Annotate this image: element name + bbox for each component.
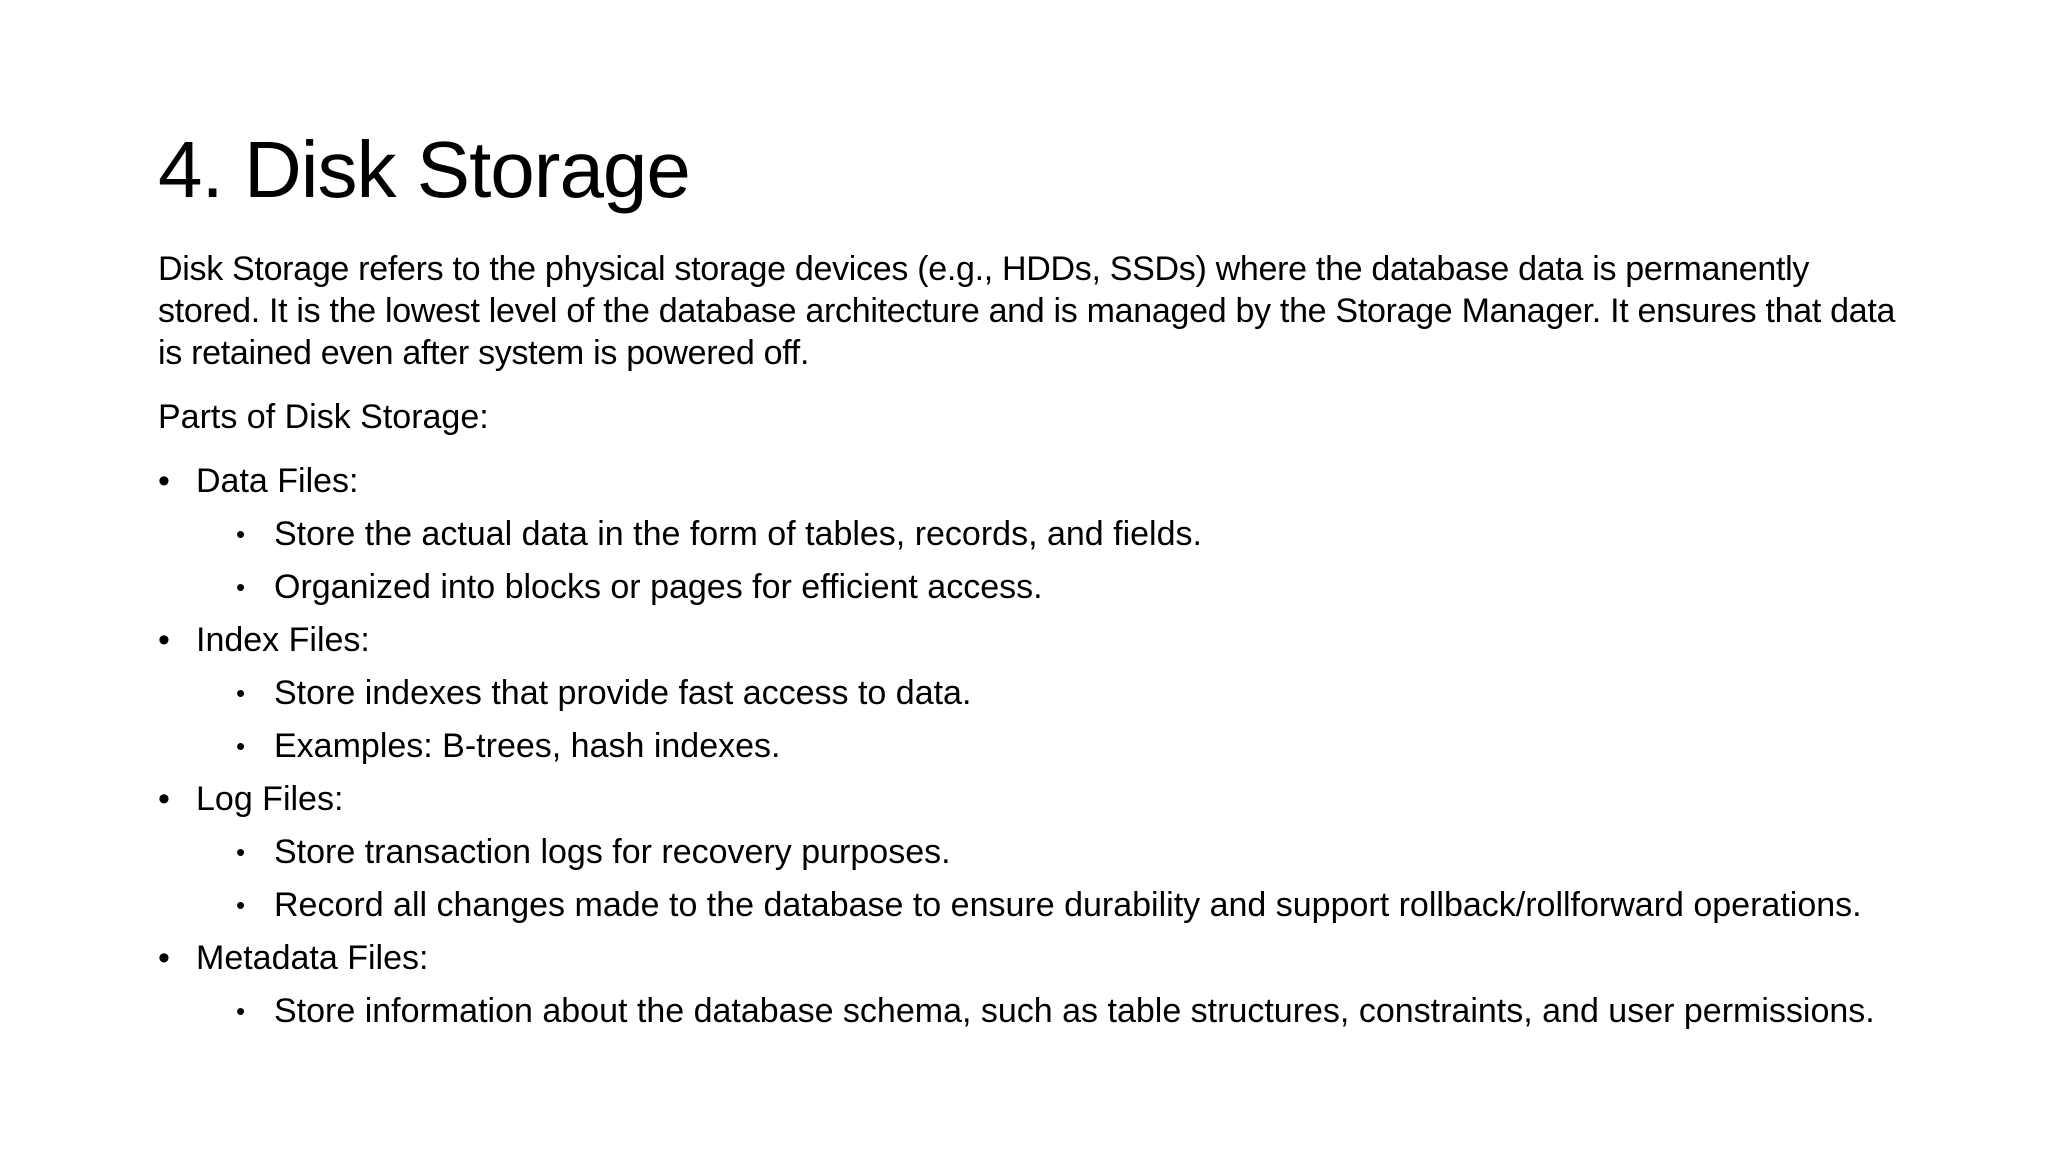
list-item	[158, 990, 1898, 1032]
bullet-icon: •	[158, 780, 170, 818]
parts-list	[158, 460, 1898, 1032]
slide-content	[158, 248, 1898, 1043]
part-label: Metadata Files:	[196, 939, 429, 977]
list-item	[158, 513, 1898, 555]
bullet-icon: •	[158, 462, 170, 500]
part-label: Log Files:	[196, 780, 344, 818]
intro-paragraph: Disk Storage refers to the physical storage devices (e.g., HDDs, SSDs) where the database data is permanently stored. It is the lowest level of the database architecture and is managed by the Storage Manager. It ensures that data is retained even after system is powered off.	[158, 250, 1896, 372]
sub-list	[196, 990, 1898, 1032]
list-item-data-files	[158, 460, 1898, 608]
bullet-icon: •	[158, 939, 170, 977]
parts-heading: Parts of Disk Storage:	[158, 398, 489, 436]
bullet-icon: •	[236, 678, 246, 708]
bullet-icon: •	[236, 519, 246, 549]
list-item-metadata-files	[158, 937, 1898, 1032]
bullet-icon: •	[236, 837, 246, 867]
part-label: Index Files:	[196, 621, 370, 659]
list-item	[158, 566, 1898, 608]
sub-list	[196, 513, 1898, 608]
bullet-icon: •	[236, 890, 246, 920]
sub-item-text: Store the actual data in the form of tables, records, and fields.	[274, 515, 1202, 553]
sub-item-text: Store transaction logs for recovery purposes.	[274, 833, 951, 871]
list-item	[158, 672, 1898, 714]
part-label: Data Files:	[196, 462, 359, 500]
sub-list	[196, 831, 1898, 926]
sub-item-text: Store indexes that provide fast access to data.	[274, 674, 972, 712]
list-item-index-files	[158, 619, 1898, 767]
list-item	[158, 884, 1898, 926]
list-item	[158, 831, 1898, 873]
sub-item-text: Record all changes made to the database to ensure durability and support rollback/rollforward operations.	[274, 886, 1862, 924]
bullet-icon: •	[236, 996, 246, 1026]
list-item	[158, 725, 1898, 767]
slide-title: 4. Disk Storage	[158, 125, 690, 214]
sub-item-text: Organized into blocks or pages for efficient access.	[274, 568, 1043, 606]
bullet-icon: •	[236, 731, 246, 761]
list-item-log-files	[158, 778, 1898, 926]
sub-item-text: Examples: B-trees, hash indexes.	[274, 727, 781, 765]
bullet-icon: •	[236, 572, 246, 602]
bullet-icon: •	[158, 621, 170, 659]
sub-list	[196, 672, 1898, 767]
sub-item-text: Store information about the database schema, such as table structures, constraints, and user permissions.	[274, 992, 1875, 1030]
